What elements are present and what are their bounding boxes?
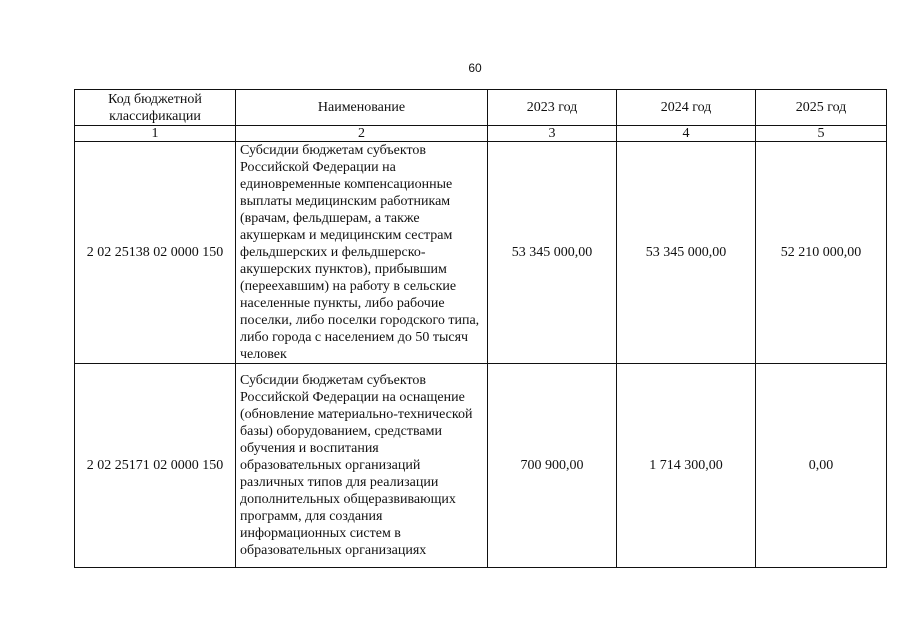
column-number-1: 1 [75, 126, 236, 142]
name-cell: Субсидии бюджетам субъектов Российской Федерации на оснащение (обновление материально-технической базы) оборудованием, средствами обучения и воспитания образовательных организаций различных типов для реализации дополнительных общеразвивающих программ, для создания информационных систем в образовательных организациях [236, 364, 488, 568]
budget-code-cell: 2 02 25171 02 0000 150 [75, 364, 236, 568]
column-number-5: 5 [756, 126, 887, 142]
budget-table [74, 89, 887, 568]
value-2023-cell: 700 900,00 [488, 364, 617, 568]
header-2023: 2023 год [488, 90, 617, 126]
table-row [75, 142, 887, 364]
page-number: 60 [468, 61, 482, 75]
column-number-4: 4 [617, 126, 756, 142]
column-number-3: 3 [488, 126, 617, 142]
budget-code-cell: 2 02 25138 02 0000 150 [75, 142, 236, 364]
table-row [75, 364, 887, 568]
header-name: Наименование [236, 90, 488, 126]
header-2024: 2024 год [617, 90, 756, 126]
column-number-row [75, 126, 887, 142]
value-2025-cell: 52 210 000,00 [756, 142, 887, 364]
header-2025: 2025 год [756, 90, 887, 126]
value-2023-cell: 53 345 000,00 [488, 142, 617, 364]
value-2025-cell: 0,00 [756, 364, 887, 568]
name-cell: Субсидии бюджетам субъектов Российской Федерации на единовременные компенсационные выплаты медицинским работникам (врачам, фельдшерам, а также акушеркам и медицинским сестрам фельдшерских и фельдшерско-акушерских пунктов), прибывшим (переехавшим) на работу в сельские населенные пункты, либо рабочие поселки, либо поселки городского типа, либо города с населением до 50 тысяч человек [236, 142, 488, 364]
value-2024-cell: 53 345 000,00 [617, 142, 756, 364]
value-2024-cell: 1 714 300,00 [617, 364, 756, 568]
header-row [75, 90, 887, 126]
column-number-2: 2 [236, 126, 488, 142]
header-code: Код бюджетной классификации [75, 90, 236, 126]
